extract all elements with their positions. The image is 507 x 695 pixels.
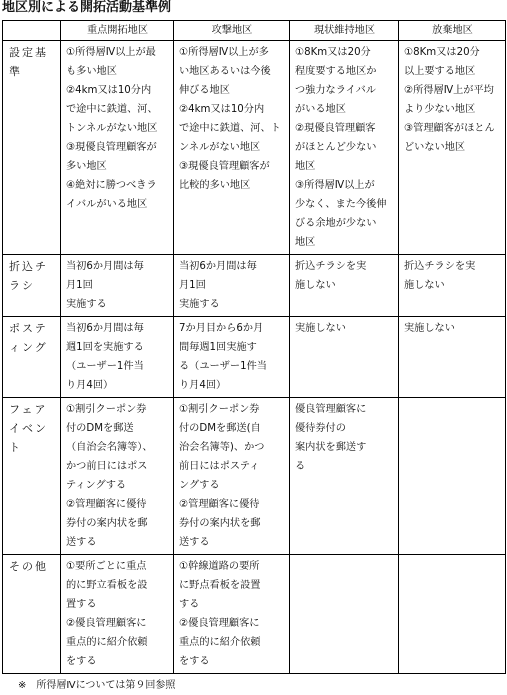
cell-abandon <box>399 555 506 674</box>
cell-priority <box>61 317 174 398</box>
cell-text-line: 以上要する地区 <box>404 66 476 77</box>
cell-text-line: をする <box>179 656 210 667</box>
cell-text-line: 実施する <box>179 299 220 310</box>
cell-text-line: ②優良管理顧客に <box>66 618 147 629</box>
cell-attack <box>174 41 290 255</box>
header-abandon-district: 放棄地区 <box>399 21 506 41</box>
cell-abandon <box>399 398 506 555</box>
cell-text-line: 前日にはポスティ <box>179 461 260 472</box>
cell-abandon <box>399 317 506 398</box>
cell-text-line: ンネルがない地区 <box>179 142 261 153</box>
footnote: ※ 所得層Ⅳについては第９回参照 <box>18 680 176 691</box>
cell-text-line: トンネルがない地区 <box>66 123 158 134</box>
cell-text-line: 7か月目から6か月 <box>179 323 264 334</box>
cell-text-line: 程度要する地区か <box>295 66 377 77</box>
row-criteria <box>3 41 506 255</box>
cell-text-line: ③所得層Ⅳ以上が <box>295 180 375 191</box>
cell-attack <box>174 255 290 317</box>
cell-text-line: 券付の案内状を郵 <box>66 518 148 529</box>
cell-text-line: 当初6か月間は毎 <box>66 323 144 334</box>
cell-text-line: 的に野立看板を設 <box>66 580 148 591</box>
cell-text-line: ①要所ごとに重点 <box>66 561 147 572</box>
cell-text-line: ④絶対に勝つべきラ <box>66 180 157 191</box>
cell-text-line: 案内状を郵送す <box>295 442 367 453</box>
cell-text-line: 折込チラシを実 <box>295 261 367 272</box>
cell-text-line: がほとんど少ない <box>295 142 377 153</box>
cell-text-line: ②4km又は10分内 <box>66 85 152 96</box>
cell-text-line: 月1回 <box>66 280 93 291</box>
cell-abandon <box>399 41 506 255</box>
cell-priority <box>61 555 174 674</box>
cell-text-line: 週1回を実施する <box>66 342 144 353</box>
cell-maintain <box>290 317 399 398</box>
cell-text-line: 治会名簿等)、かつ <box>179 442 265 453</box>
cell-text-line: 地区 <box>295 237 316 248</box>
cell-text-line: ①所得層Ⅳ以上が最 <box>66 47 156 58</box>
page-title: 地区別による開拓活動基準例 <box>2 0 172 15</box>
cell-attack <box>174 398 290 555</box>
cell-text-line: ③現優良管理顧客が <box>179 161 270 172</box>
row-label: ポスティング <box>3 317 61 398</box>
cell-text-line: ②管理顧客に優待 <box>179 499 260 510</box>
cell-text-line: に野点看板を設置 <box>179 580 261 591</box>
cell-text-line: 重点的に紹介依頼 <box>66 637 148 648</box>
cell-text-line: ②4km又は10分内 <box>179 104 265 115</box>
cell-text-line: 当初6か月間は毎 <box>179 261 257 272</box>
cell-text-line: 間毎週1回実施す <box>179 342 257 353</box>
cell-text-line: い地区あるいは今後 <box>179 66 271 77</box>
cell-text-line: （ユーザー1件当 <box>66 361 144 372</box>
cell-text-line: かつ前日にはポス <box>66 461 148 472</box>
cell-text-line: ①幹線道路の要所 <box>179 561 260 572</box>
cell-attack <box>174 555 290 674</box>
cell-text-line: ②所得層Ⅳ上が平均 <box>404 85 494 96</box>
cell-text-line: 付のDMを郵送 <box>66 423 134 434</box>
row-label: 折込チラシ <box>3 255 61 317</box>
cell-text-line: より少ない地区 <box>404 104 476 115</box>
cell-text-line: も多い地区 <box>66 66 117 77</box>
row-fair-event <box>3 398 506 555</box>
cell-text-line: どいない地区 <box>404 142 466 153</box>
cell-priority <box>61 255 174 317</box>
cell-text-line: ①割引クーポン券 <box>179 404 260 415</box>
cell-text-line: で途中に鉄道、河、 <box>66 104 158 115</box>
cell-text-line: 多い地区 <box>66 161 107 172</box>
cell-text-line: つ強力なライバル <box>295 85 376 96</box>
cell-text-line: 重点的に紹介依頼 <box>179 637 261 648</box>
cell-text-line: ②優良管理顧客に <box>179 618 260 629</box>
row-label: その他 <box>3 555 61 674</box>
cell-text-line: （自治会名簿等）、 <box>66 442 153 453</box>
cell-text-line: する <box>179 599 200 610</box>
cell-text-line: 実施しない <box>404 323 455 334</box>
header-priority-district: 重点開拓地区 <box>61 21 174 41</box>
cell-text-line: 施しない <box>404 280 445 291</box>
cell-text-line: 月1回 <box>179 280 206 291</box>
cell-priority <box>61 398 174 555</box>
cell-text-line: で途中に鉄道、河、ト <box>179 123 281 134</box>
cell-text-line: 優待券付の <box>295 423 346 434</box>
cell-maintain <box>290 398 399 555</box>
cell-maintain <box>290 255 399 317</box>
cell-text-line: ③管理顧客がほとん <box>404 123 495 134</box>
cell-text-line: ①割引クーポン券 <box>66 404 147 415</box>
cell-text-line: がいる地区 <box>295 104 346 115</box>
cell-text-line: 地区 <box>295 161 316 172</box>
cell-text-line: ③現優良管理顧客が <box>66 142 157 153</box>
cell-text-line: り月4回） <box>66 380 114 391</box>
cell-text-line: る（ユーザー1件当 <box>179 361 267 372</box>
table-header-row <box>3 21 506 41</box>
row-posting <box>3 317 506 398</box>
cell-text-line: 施しない <box>295 280 336 291</box>
row-flyer <box>3 255 506 317</box>
cell-text-line: ①8Km又は20分 <box>404 47 480 58</box>
cell-text-line: る <box>295 461 306 472</box>
table-body <box>3 41 506 674</box>
cell-priority <box>61 41 174 255</box>
header-maintain-district: 現状維持地区 <box>290 21 399 41</box>
cell-text-line: 伸びる地区 <box>179 85 230 96</box>
cell-text-line: 当初6か月間は毎 <box>66 261 144 272</box>
cell-text-line: 実施しない <box>295 323 346 334</box>
cell-text-line: 置する <box>66 599 97 610</box>
cell-text-line: ②管理顧客に優待 <box>66 499 147 510</box>
header-attack-district: 攻撃地区 <box>174 21 290 41</box>
cell-attack <box>174 317 290 398</box>
row-label: フェアイベント <box>3 398 61 555</box>
cell-text-line: 実施する <box>66 299 107 310</box>
cell-text-line: ①8Km又は20分 <box>295 47 371 58</box>
cell-text-line: 少なく、また今後伸 <box>295 199 387 210</box>
cell-text-line: ングする <box>179 480 220 491</box>
cell-text-line: 折込チラシを実 <box>404 261 476 272</box>
cell-text-line: イバルがいる地区 <box>66 199 148 210</box>
cell-abandon <box>399 255 506 317</box>
cell-text-line: ②現優良管理顧客 <box>295 123 376 134</box>
cell-text-line: ①所得層Ⅳ以上が多 <box>179 47 269 58</box>
cell-text-line: 比較的多い地区 <box>179 180 251 191</box>
cell-maintain <box>290 41 399 255</box>
cell-text-line: 送する <box>66 537 97 548</box>
district-criteria-table <box>2 20 506 674</box>
cell-text-line: 優良管理顧客に <box>295 404 367 415</box>
row-other <box>3 555 506 674</box>
cell-text-line: 送する <box>179 537 210 548</box>
cell-text-line: びる余地が少ない <box>295 218 377 229</box>
row-label: 設定基準 <box>3 41 61 255</box>
cell-maintain <box>290 555 399 674</box>
header-corner <box>3 21 61 41</box>
cell-text-line: 券付の案内状を郵 <box>179 518 261 529</box>
cell-text-line: 付のDMを郵送(自 <box>179 423 261 434</box>
cell-text-line: ティングする <box>66 480 127 491</box>
cell-text-line: をする <box>66 656 97 667</box>
cell-text-line: り月4回） <box>179 380 227 391</box>
